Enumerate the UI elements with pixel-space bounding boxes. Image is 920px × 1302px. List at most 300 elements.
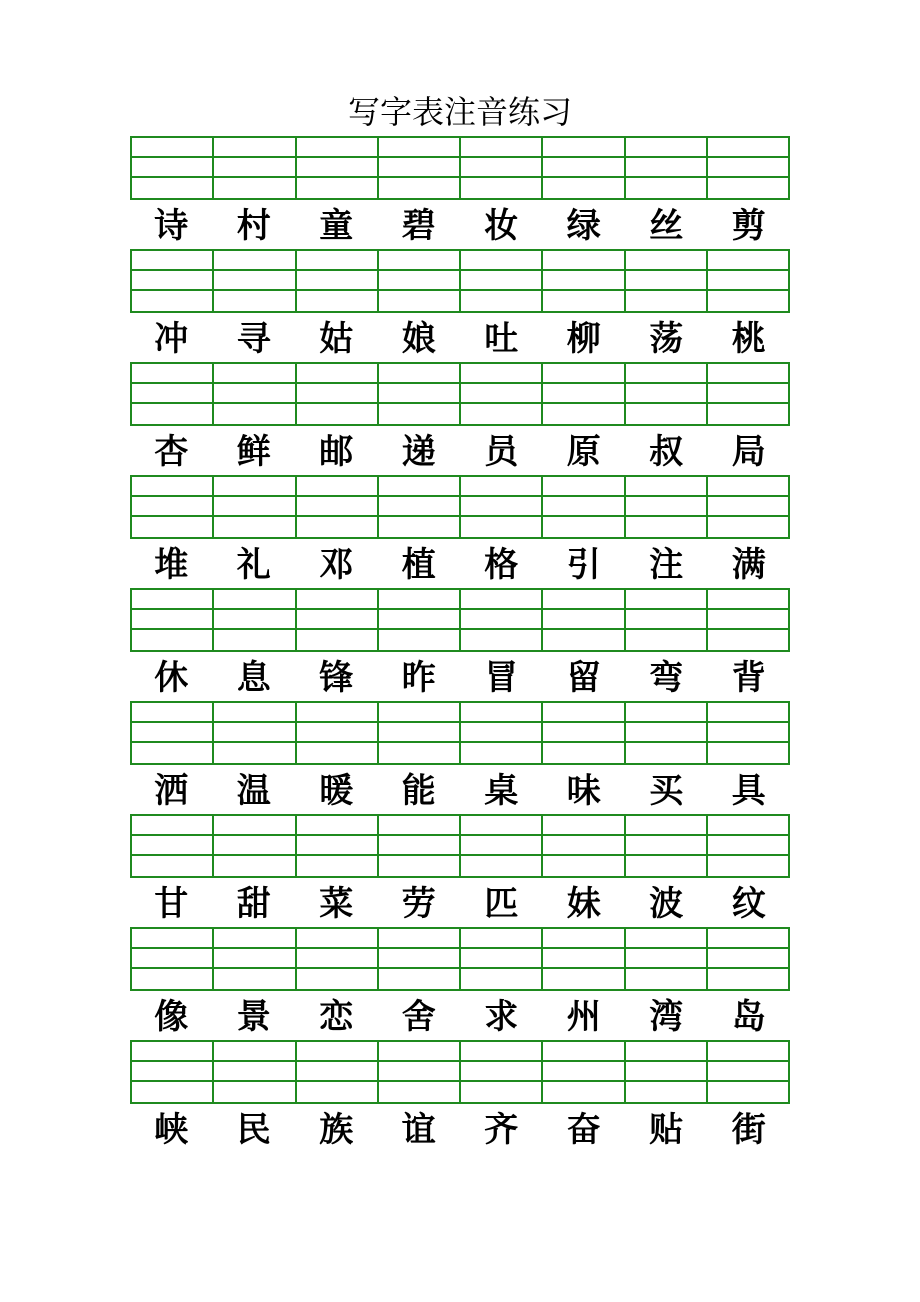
practice-block (130, 249, 790, 362)
grid-line (297, 628, 377, 630)
grid-line (708, 156, 788, 158)
character: 族 (319, 1110, 354, 1150)
grid-line (379, 608, 459, 610)
grid-line (543, 854, 623, 856)
character: 昨 (401, 658, 436, 698)
pinyin-cell[interactable] (461, 138, 543, 198)
pinyin-grid (130, 1040, 790, 1104)
character: 甘 (154, 884, 189, 924)
character: 冲 (154, 319, 189, 359)
grid-line (214, 269, 294, 271)
grid-line (379, 289, 459, 291)
grid-line (214, 947, 294, 949)
grid-line (132, 382, 212, 384)
grid-line (708, 1060, 788, 1062)
character: 剪 (731, 206, 766, 246)
pinyin-cell[interactable] (297, 816, 379, 876)
grid-line (543, 947, 623, 949)
character: 递 (401, 432, 436, 472)
practice-block (130, 927, 790, 1040)
grid-line (132, 967, 212, 969)
grid-line (214, 289, 294, 291)
grid-line (132, 721, 212, 723)
practice-block (130, 588, 790, 701)
grid-line (543, 608, 623, 610)
pinyin-cell[interactable] (626, 138, 708, 198)
grid-line (379, 382, 459, 384)
pinyin-cell[interactable] (626, 816, 708, 876)
grid-line (543, 382, 623, 384)
grid-line (297, 721, 377, 723)
grid-line (543, 515, 623, 517)
character: 格 (484, 545, 519, 585)
pinyin-cell[interactable] (543, 364, 625, 424)
character: 礼 (236, 545, 271, 585)
pinyin-cell[interactable] (461, 1042, 543, 1102)
character: 齐 (484, 1110, 519, 1150)
grid-line (379, 156, 459, 158)
pinyin-cell[interactable] (708, 138, 788, 198)
grid-line (214, 628, 294, 630)
character: 像 (154, 997, 189, 1037)
pinyin-cell[interactable] (626, 703, 708, 763)
pinyin-cell[interactable] (543, 1042, 625, 1102)
pinyin-cell[interactable] (708, 364, 788, 424)
character: 员 (484, 432, 519, 472)
character: 贴 (649, 1110, 684, 1150)
grid-line (297, 156, 377, 158)
grid-line (461, 289, 541, 291)
grid-line (708, 515, 788, 517)
grid-line (297, 402, 377, 404)
character: 鲜 (236, 432, 271, 472)
grid-line (297, 967, 377, 969)
pinyin-cell[interactable] (132, 1042, 214, 1102)
grid-line (214, 834, 294, 836)
grid-line (461, 967, 541, 969)
character-row (130, 204, 790, 248)
character: 注 (649, 545, 684, 585)
character: 妹 (566, 884, 601, 924)
grid-line (461, 156, 541, 158)
grid-line (214, 741, 294, 743)
grid-line (379, 721, 459, 723)
character: 妆 (484, 206, 519, 246)
grid-line (132, 1060, 212, 1062)
grid-line (626, 854, 706, 856)
character: 温 (236, 771, 271, 811)
grid-line (214, 608, 294, 610)
practice-block (130, 475, 790, 588)
pinyin-cell[interactable] (708, 590, 788, 650)
grid-line (379, 947, 459, 949)
grid-line (297, 834, 377, 836)
grid-line (543, 721, 623, 723)
grid-line (708, 721, 788, 723)
pinyin-cell[interactable] (461, 929, 543, 989)
grid-line (626, 402, 706, 404)
pinyin-cell[interactable] (461, 816, 543, 876)
grid-line (461, 402, 541, 404)
grid-line (297, 741, 377, 743)
pinyin-cell[interactable] (132, 929, 214, 989)
pinyin-cell[interactable] (214, 816, 296, 876)
grid-line (379, 402, 459, 404)
grid-line (461, 741, 541, 743)
grid-line (626, 628, 706, 630)
pinyin-cell[interactable] (297, 251, 379, 311)
pinyin-cell[interactable] (626, 590, 708, 650)
character: 暖 (319, 771, 354, 811)
pinyin-cell[interactable] (379, 590, 461, 650)
character: 具 (731, 771, 766, 811)
pinyin-cell[interactable] (132, 251, 214, 311)
practice-block (130, 701, 790, 814)
pinyin-cell[interactable] (132, 138, 214, 198)
pinyin-cell[interactable] (214, 477, 296, 537)
pinyin-cell[interactable] (626, 1042, 708, 1102)
grid-line (214, 176, 294, 178)
grid-line (132, 176, 212, 178)
character: 匹 (484, 884, 519, 924)
grid-line (626, 1080, 706, 1082)
grid-line (461, 382, 541, 384)
character: 原 (566, 432, 601, 472)
pinyin-cell[interactable] (543, 251, 625, 311)
grid-line (132, 741, 212, 743)
grid-line (132, 628, 212, 630)
grid-line (297, 854, 377, 856)
character: 劳 (401, 884, 436, 924)
pinyin-cell[interactable] (708, 929, 788, 989)
grid-line (708, 495, 788, 497)
grid-line (461, 1080, 541, 1082)
character: 休 (154, 658, 189, 698)
character: 买 (649, 771, 684, 811)
grid-line (379, 628, 459, 630)
grid-line (132, 289, 212, 291)
pinyin-cell[interactable] (543, 929, 625, 989)
pinyin-cell[interactable] (132, 477, 214, 537)
grid-line (214, 382, 294, 384)
pinyin-cell[interactable] (214, 1042, 296, 1102)
grid-line (543, 1080, 623, 1082)
pinyin-cell[interactable] (543, 477, 625, 537)
grid-line (214, 1060, 294, 1062)
pinyin-cell[interactable] (132, 590, 214, 650)
character: 街 (731, 1110, 766, 1150)
character: 背 (731, 658, 766, 698)
character: 邓 (319, 545, 354, 585)
character: 荡 (649, 319, 684, 359)
character: 村 (236, 206, 271, 246)
character: 柳 (566, 319, 601, 359)
pinyin-cell[interactable] (379, 929, 461, 989)
character-row (130, 656, 790, 700)
grid-line (132, 515, 212, 517)
grid-line (461, 515, 541, 517)
pinyin-grid (130, 701, 790, 765)
grid-line (297, 947, 377, 949)
pinyin-cell[interactable] (626, 251, 708, 311)
grid-line (543, 1060, 623, 1062)
grid-line (379, 495, 459, 497)
grid-line (626, 834, 706, 836)
practice-block (130, 814, 790, 927)
character: 景 (236, 997, 271, 1037)
character: 湾 (649, 997, 684, 1037)
character: 姑 (319, 319, 354, 359)
page-title: 写字表注音练习 (347, 93, 572, 131)
character: 娘 (401, 319, 436, 359)
character-row (130, 1108, 790, 1152)
grid-line (214, 156, 294, 158)
pinyin-cell[interactable] (626, 477, 708, 537)
character-row (130, 769, 790, 813)
grid-line (297, 176, 377, 178)
grid-line (214, 495, 294, 497)
grid-line (543, 289, 623, 291)
character-row (130, 543, 790, 587)
pinyin-cell[interactable] (708, 816, 788, 876)
pinyin-cell[interactable] (461, 251, 543, 311)
grid-line (708, 382, 788, 384)
character: 州 (566, 997, 601, 1037)
pinyin-cell[interactable] (379, 1042, 461, 1102)
pinyin-cell[interactable] (379, 138, 461, 198)
grid-line (297, 289, 377, 291)
grid-line (708, 947, 788, 949)
grid-line (461, 1060, 541, 1062)
grid-line (708, 967, 788, 969)
pinyin-cell[interactable] (379, 816, 461, 876)
pinyin-cell[interactable] (461, 590, 543, 650)
character: 甜 (236, 884, 271, 924)
character: 舍 (401, 997, 436, 1037)
character: 奋 (566, 1110, 601, 1150)
grid-line (461, 628, 541, 630)
pinyin-cell[interactable] (543, 816, 625, 876)
grid-line (626, 382, 706, 384)
grid-line (214, 1080, 294, 1082)
grid-line (297, 382, 377, 384)
character: 弯 (649, 658, 684, 698)
pinyin-cell[interactable] (708, 251, 788, 311)
pinyin-cell[interactable] (214, 138, 296, 198)
grid-line (626, 515, 706, 517)
grid-line (379, 1080, 459, 1082)
pinyin-cell[interactable] (379, 703, 461, 763)
pinyin-cell[interactable] (297, 138, 379, 198)
character-row (130, 317, 790, 361)
grid-line (379, 967, 459, 969)
practice-block (130, 1040, 790, 1153)
character: 冒 (484, 658, 519, 698)
grid-line (297, 1060, 377, 1062)
pinyin-cell[interactable] (132, 703, 214, 763)
character: 味 (566, 771, 601, 811)
pinyin-grid (130, 927, 790, 991)
grid-line (543, 741, 623, 743)
grid-line (626, 947, 706, 949)
grid-line (708, 289, 788, 291)
pinyin-cell[interactable] (132, 816, 214, 876)
pinyin-cell[interactable] (626, 364, 708, 424)
character: 引 (566, 545, 601, 585)
grid-line (543, 967, 623, 969)
pinyin-cell[interactable] (214, 364, 296, 424)
character: 邮 (319, 432, 354, 472)
grid-line (379, 515, 459, 517)
grid-line (379, 269, 459, 271)
grid-line (708, 854, 788, 856)
pinyin-grid (130, 136, 790, 200)
pinyin-cell[interactable] (297, 929, 379, 989)
grid-line (461, 854, 541, 856)
grid-line (626, 741, 706, 743)
pinyin-cell[interactable] (543, 590, 625, 650)
grid-line (461, 721, 541, 723)
grid-line (543, 402, 623, 404)
grid-line (297, 495, 377, 497)
grid-line (214, 402, 294, 404)
grid-line (379, 834, 459, 836)
grid-line (626, 1060, 706, 1062)
grid-line (461, 269, 541, 271)
grid-line (626, 608, 706, 610)
character: 谊 (401, 1110, 436, 1150)
grid-line (626, 721, 706, 723)
grid-line (626, 176, 706, 178)
character: 童 (319, 206, 354, 246)
character: 桃 (731, 319, 766, 359)
grid-line (214, 721, 294, 723)
grid-line (132, 156, 212, 158)
character: 民 (236, 1110, 271, 1150)
grid-line (543, 834, 623, 836)
grid-line (379, 176, 459, 178)
grid-line (626, 289, 706, 291)
character: 吐 (484, 319, 519, 359)
grid-line (297, 515, 377, 517)
grid-line (708, 1080, 788, 1082)
character: 满 (731, 545, 766, 585)
character: 能 (401, 771, 436, 811)
grid-line (132, 854, 212, 856)
pinyin-cell[interactable] (379, 251, 461, 311)
character: 寻 (236, 319, 271, 359)
character: 恋 (319, 997, 354, 1037)
grid-line (543, 176, 623, 178)
character: 丝 (649, 206, 684, 246)
grid-line (626, 156, 706, 158)
pinyin-cell[interactable] (214, 929, 296, 989)
character-row (130, 995, 790, 1039)
pinyin-grid (130, 588, 790, 652)
pinyin-cell[interactable] (626, 929, 708, 989)
pinyin-cell[interactable] (214, 251, 296, 311)
grid-line (214, 854, 294, 856)
grid-line (626, 967, 706, 969)
character: 局 (731, 432, 766, 472)
grid-line (132, 947, 212, 949)
pinyin-cell[interactable] (708, 477, 788, 537)
character: 求 (484, 997, 519, 1037)
pinyin-grid (130, 362, 790, 426)
grid-line (461, 176, 541, 178)
pinyin-cell[interactable] (214, 590, 296, 650)
pinyin-cell[interactable] (379, 477, 461, 537)
grid-line (708, 176, 788, 178)
grid-line (461, 834, 541, 836)
character: 息 (236, 658, 271, 698)
grid-line (543, 495, 623, 497)
pinyin-cell[interactable] (461, 703, 543, 763)
pinyin-cell[interactable] (297, 590, 379, 650)
character-row (130, 430, 790, 474)
grid-line (708, 608, 788, 610)
pinyin-cell[interactable] (708, 703, 788, 763)
pinyin-cell[interactable] (214, 703, 296, 763)
pinyin-grid (130, 814, 790, 878)
grid-line (132, 495, 212, 497)
pinyin-cell[interactable] (708, 1042, 788, 1102)
character-row (130, 882, 790, 926)
pinyin-cell[interactable] (132, 364, 214, 424)
character: 桌 (484, 771, 519, 811)
pinyin-cell[interactable] (461, 364, 543, 424)
grid-line (132, 1080, 212, 1082)
grid-line (214, 967, 294, 969)
pinyin-cell[interactable] (543, 703, 625, 763)
character: 叔 (649, 432, 684, 472)
character: 波 (649, 884, 684, 924)
grid-line (461, 947, 541, 949)
grid-line (132, 402, 212, 404)
character: 植 (401, 545, 436, 585)
grid-line (626, 269, 706, 271)
grid-line (379, 854, 459, 856)
pinyin-cell[interactable] (461, 477, 543, 537)
pinyin-grid (130, 249, 790, 313)
grid-line (543, 156, 623, 158)
pinyin-cell[interactable] (297, 1042, 379, 1102)
character: 堆 (154, 545, 189, 585)
pinyin-cell[interactable] (297, 477, 379, 537)
character: 菜 (319, 884, 354, 924)
practice-block (130, 136, 790, 249)
grid-line (708, 741, 788, 743)
grid-line (461, 495, 541, 497)
character: 峡 (154, 1110, 189, 1150)
grid-line (214, 515, 294, 517)
pinyin-cell[interactable] (297, 364, 379, 424)
grid-line (461, 608, 541, 610)
character: 锋 (319, 658, 354, 698)
pinyin-cell[interactable] (543, 138, 625, 198)
pinyin-cell[interactable] (297, 703, 379, 763)
character: 碧 (401, 206, 436, 246)
grid-line (297, 608, 377, 610)
pinyin-grid (130, 475, 790, 539)
pinyin-cell[interactable] (379, 364, 461, 424)
grid-line (132, 269, 212, 271)
grid-line (132, 834, 212, 836)
grid-line (708, 628, 788, 630)
character: 绿 (566, 206, 601, 246)
grid-line (708, 269, 788, 271)
character: 杏 (154, 432, 189, 472)
